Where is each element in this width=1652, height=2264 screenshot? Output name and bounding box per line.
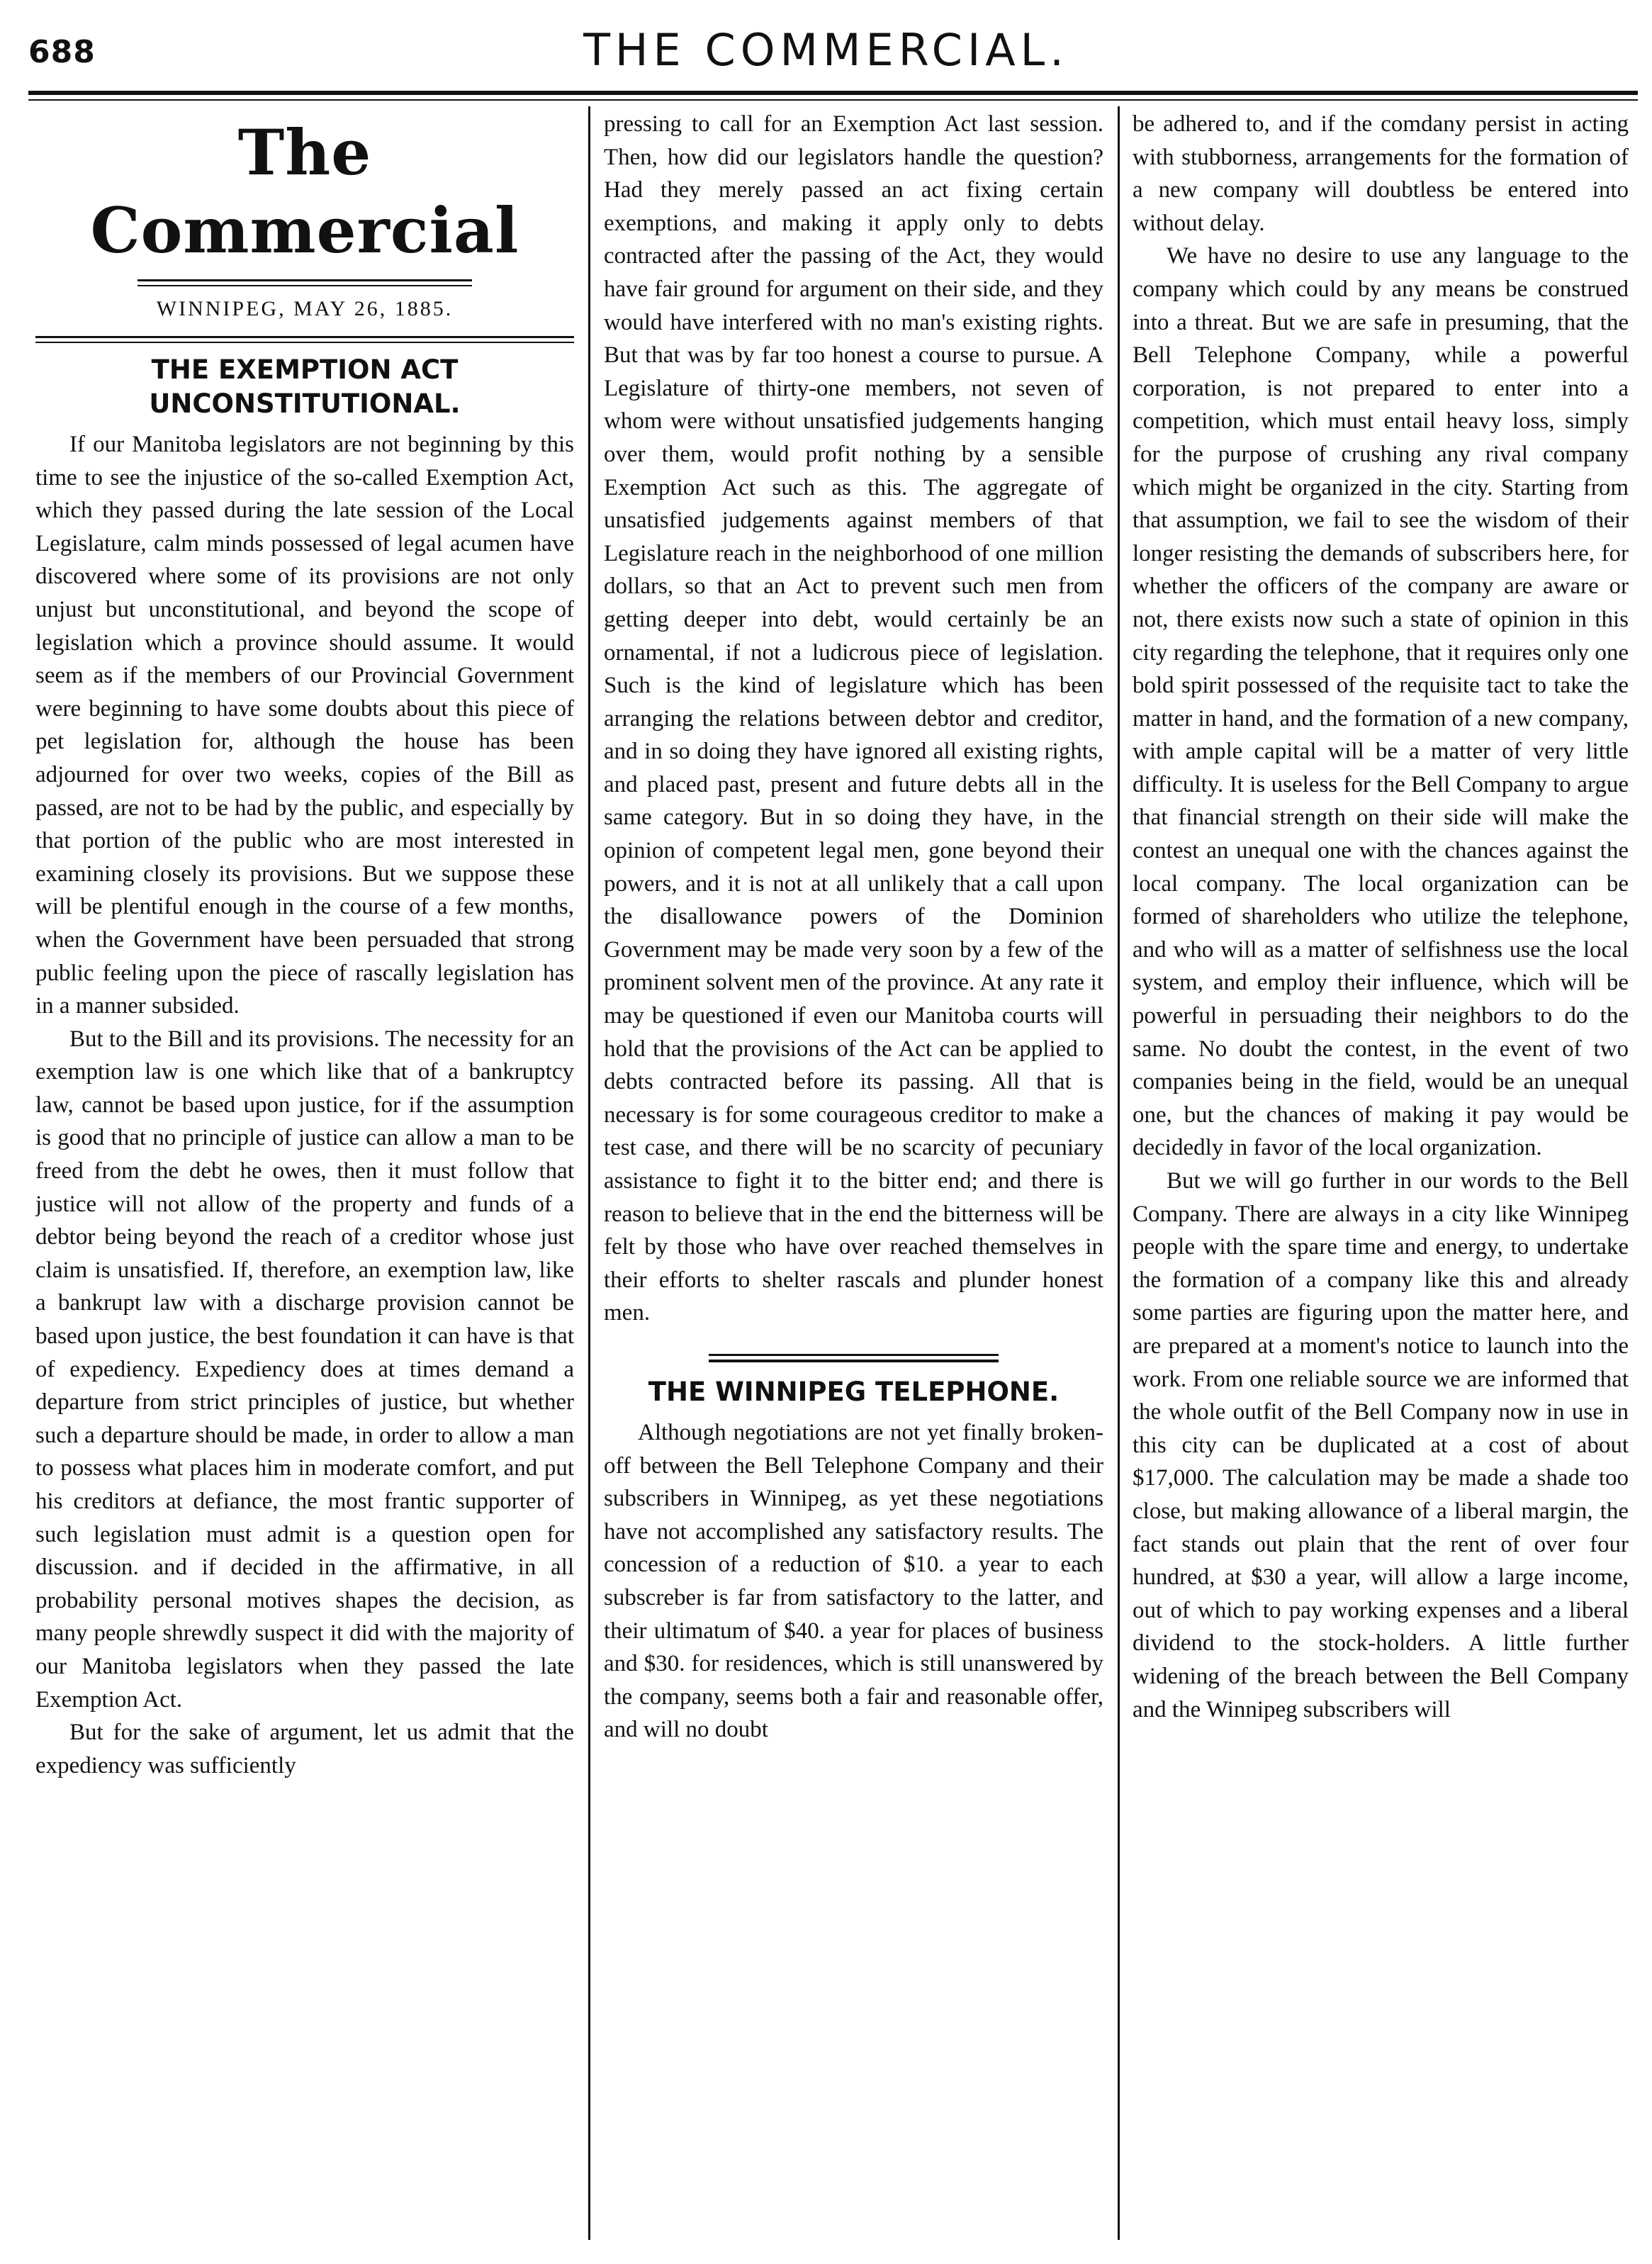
article-paragraph: We have no desire to use any language to the company which could by any means be construed into a threat. But we are safe in presuming, that the Bell Telephone Company, while a powerful corporation, is not prepared to enter into a competition, which must entail heavy loss, simply for the purpose of crushing any rival company which might be organized in the city. Starting from that assumption, we fail to see the wisdom of their longer resisting the demands of subscribers here, for whether the officers of the company are aware or not, there exists now such a state of opinion in this city regarding the telephone, that it requires only one bold spirit possessed of the requisite tact to take the matter in hand, and the formation of a new company, with ample capital will be a matter of very little difficulty. It is useless for the Bell Company to argue that financial strength on their side will make the contest an unequal one with the chances against the local company. The local organization can be formed of shareholders who utilize the telephone, and who will as a matter of selfishness use the local system, and employ their influence, which will be powerful in persuading their neighbors to do the same. No doubt the contest, in the event of two companies being in the field, would be an unequal one, but the chances of making it pay would be decidedly in favor of the local organization. (1133, 243, 1629, 1161)
column-2 (604, 108, 1103, 2234)
article-separator-rule (709, 1354, 999, 1362)
article-paragraph: But to the Bill and its provisions. The necessity for an exemption law is one which like that of a bankruptcy law, cannot be based upon justice, for if the assumption is good that no principle of justice can allow a man to be freed from the debt he owes, then it must follow that justice will not allow of the property and funds of a debtor being beyond the reach of a creditor whose just claim is unsatisfied. If, therefore, an exemption law, like a bankrupt law with a discharge provision cannot be based upon justice, the best foundation it can have is that of expediency. Expediency does at times demand a departure from strict principles of justice, but whether such a departure should be made, in order to allow a man to possess what places him in moderate comfort, and put his creditors at defiance, the most frantic supporter of such legislation must admit is a question open for discussion. and if decided in the affirmative, in all probability personal motives shapes the decision, as many people shrewdly suspect it did with the majority of our Manitoba legislators when they passed the late Exemption Act. (35, 1026, 574, 1713)
dateline: WINNIPEG, MAY 26, 1885. (156, 297, 454, 320)
article-paragraph: But for the sake of argument, let us admit that the expediency was sufficiently (35, 1720, 574, 1778)
running-title: THE COMMERCIAL. (583, 24, 1069, 76)
column-1 (35, 108, 574, 2234)
article-paragraph-continued: be adhered to, and if the comdany persist in acting with stubborness, arrangements for the formation of a new company will doubtless be entered into without delay. (1133, 111, 1629, 236)
article-paragraph: Although negotiations are not yet finally broken-off between the Bell Telephone Company and their subscribers in Winnipeg, as yet these negotiations have not accomplished any satisfactory results. The concession of a reduction of $10. a year to each subscreber is far from satisfactory to the latter, and their ultimatum of $40. a year for places of business and $30. for residences, which is still unanswered by the company, seems both a fair and reasonable offer, and will no doubt (604, 1419, 1103, 1743)
page-number: 688 (28, 34, 96, 70)
article-headline-winnipeg-telephone: THE WINNIPEG TELEPHONE. (648, 1376, 1060, 1407)
article-paragraph-continued: pressing to call for an Exemption Act last session. Then, how did our legislators handle the question? Had they merely passed an act fixing certain exemptions, and making it apply only to debts contracted after the passing of the Act, they would have fair ground for argument on their side, and they would have interfered with no man's existing rights. But that was by far too honest a course to pursue. A Legislature of thirty-one members, not seven of whom were without unsatisfied judgements hanging over them, would profit nothing by a sensible Exemption Act such as this. The aggregate of unsatisfied judgements against members of that Legislature reach in the neighborhood of one million dollars, so that an Act to prevent such men from getting deeper into debt, would certainly be an ornamental, if not a ludicrous piece of legislation. Such is the kind of legislature which has been arranging the relations between debtor and creditor, and in so doing they have ignored all existing rights, and placed past, present and future debts all in the same category. But in so doing they have, in the opinion of competent legal men, gone beyond their powers, and it is not at all unlikely that a call upon the disallowance powers of the Dominion Government may be made very soon by a few of the prominent solvent men of the province. At any rate it may be questioned if even our Manitoba courts will hold that the provisions of the Act can be applied to debts contracted before its passing. All that is necessary is for some courageous creditor to make a test case, and there will be no scarcity of pecuniary assistance to fight it to the bitter end; and there is reason to believe that in the end the bitterness will be felt by those who have over reached themselves in their efforts to shelter rascals and plunder honest men. (604, 111, 1103, 1326)
masthead-title: The Commercial (90, 116, 519, 267)
masthead-rule (137, 279, 471, 286)
column-3 (1133, 108, 1629, 2234)
page-header (0, 21, 1652, 85)
article-paragraph: If our Manitoba legislators are not beginning by this time to see the injustice of the so-called Exemption Act, which they passed during the late session of the Local Legislature, calm minds possessed of legal acumen have discovered where some of its provisions are not only unjust but unconstitutional, and beyond the scope of legislation which a province should assume. It would seem as if the members of our Provincial Government were beginning to have some doubts about this piece of pet legislation for, although the house has been adjourned for over two weeks, copies of the Bill as passed, are not to be had by the public, and especially by that portion of the public who are most interested in examining closely its provisions. But we suppose these will be plentiful enough in the course of a few months, when the Government have been persuaded that strong public feeling upon the piece of rascally legislation has in a manner subsided. (35, 432, 574, 1019)
article-paragraph: But we will go further in our words to the Bell Company. There are always in a city like Winnipeg people with the spare time and energy, to undertake the formation of a company like this and already some parties are figuring upon the matter here, and are prepared at a moment's notice to launch into the work. From one reliable source we are informed that the whole outfit of the Bell Company now in use in this city can be duplicated at a cost of about $17,000. The calculation may be made a shade too close, but making allowance of a liberal margin, the fact stands out plain that the rent of over four hundred, at $30 a year, will allow a large income, out of which to pay working expenses and a liberal dividend to the stock-holders. A little further widening of the breach between the Bell Company and the Winnipeg subscribers will (1133, 1168, 1629, 1722)
header-rule (28, 91, 1638, 101)
dateline-rule (35, 336, 574, 343)
article-headline-exemption-act: THE EXEMPTION ACT UNCONSTITUTIONAL. (149, 354, 461, 419)
column-divider (1118, 106, 1120, 2240)
column-divider (588, 106, 590, 2240)
